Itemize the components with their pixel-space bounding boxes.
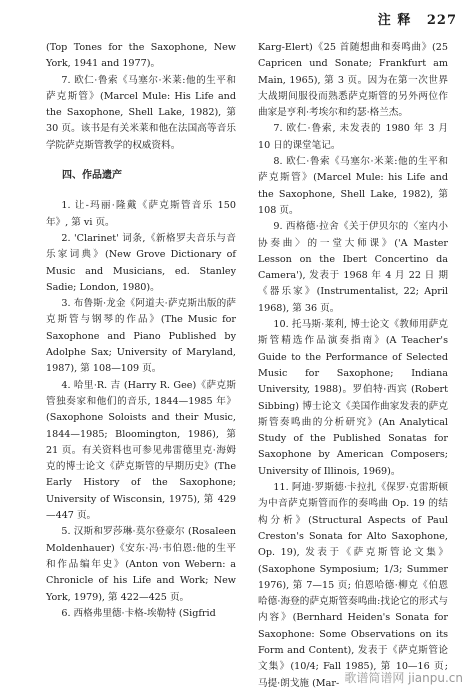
right-column [258,40,448,692]
footnote-paragraph: 1. 让-玛丽·隆戴《萨克斯管音乐 150 年》, 第 vi 页。 [46,200,236,228]
site-watermark: 歌谱简谱网 jianpu.cn [344,671,463,685]
footnote-paragraph: 11. 阿迪·罗斯德·卡拉扎《保罗·克雷斯顿为中音萨克斯管而作的奏鸣曲 Op. 19 的结构分析》(Structural Aspects of Paul Creston's Sonata for Alto Saxophone, Op. 19), 发表于《萨克斯管论文集》(Saxophone Symposium; 1/3; Summer 1976), 第 7—15 页; 伯恩哈德·柳克《伯恩哈德·海登的萨克斯管奏鸣曲:找论它的形式与内容》(Bernhard Heiden's Sonata for Saxophone: Some Observations on its Form and Content), 发表于《萨克斯管论文集》(10/4; Fall 1985), 第 10—16 页; 马提·朗戈施 (Mar- [258,482,448,689]
footnote-paragraph: 4. 哈里·R. 吉 (Harry R. Gee)《萨克斯管独奏家和他们的音乐, 1844—1985 年》(Saxophone Soloists and their Music, 1844—1985; Bloomington, 1986), 第 21 页。有关资料也可参见弗雷德里克·海姆克的博士论文《萨克斯管的早期历史》(The Early History of the Saxophone; University of Wisconsin, 1975), 第 429—447 页。 [46,379,236,522]
footnote-paragraph: Karg-Elert)《25 首随想曲和奏鸣曲》(25 Capricen und Sonate; Frankfurt am Main, 1965), 第 3 页。因为在第一次世界大战期间服役而熟悉萨克斯管的另外两位作曲家是亨利·考埃尔和约瑟·格兰杰。 [258,42,448,119]
left-column [46,40,236,622]
footnote-paragraph: 9. 西格德·拉舍《关于伊贝尔的〈室内小协奏曲〉的一堂大师课》('A Master Lesson on the Ibert Concertino da Camera'), 发表于 1968 年 4 月 22 日 期《器乐家》(Instrumentalist, 22; April 1968), 第 36 页。 [258,221,448,314]
footnote-paragraph: 2. 'Clarinet' 词条,《新格罗夫音乐与音乐家词典》(New Grove Dictionary of Music and Musicians, ed. Stanley Sadie; London, 1980)。 [46,232,236,293]
footnote-paragraph: 6. 西格弗里德·卡格-埃勒特 (Sigfrid [61,607,216,619]
footnote-paragraph: 3. 布鲁斯·龙金《阿道夫·萨克斯出版的萨克斯管与钢琴的作品》(The Music for Saxophone and Piano Published by Adolphe Sax; University of Maryland, 1987), 第 108—109 页。 [46,298,236,375]
page-number: 227 [426,13,457,28]
section-label: 注 释 [377,13,412,28]
footnote-paragraph: 7. 欧仁·鲁索《马塞尔·米莱:他的生平和萨克斯管》(Marcel Mule: His Life and the Saxophone, Shell Lake, 1982), 第 30 页。该书是有关米莱和他在法国高等音乐学院萨克斯管教学的权威资料。 [46,74,236,151]
page-header [378,9,457,28]
footnote-paragraph: 7. 欧仁·鲁索, 未发表的 1980 年 3 月 10 日的课堂笔记。 [258,123,448,151]
section-heading: 四、作品遗产 [62,170,122,182]
footnote-paragraph: 5. 汉斯和罗莎琳·莫尔登豪尔 (Rosaleen Moldenhauer)《安东·冯·韦伯恩:他的生平和作品编年史》(Anton von Webern: a Chronicle of his Life and Work; New York, 1979), 第 422—425 页。 [46,526,236,603]
footnote-paragraph: (Top Tones for the Saxophone, New York, 1941 and 1977)。 [46,42,236,70]
footnote-paragraph: 10. 托马斯·莱利, 博士论文《教师用萨克斯管精选作品演奏指南》(A Teacher's Guide to the Performance of Selected Music for Saxophone; Indiana University, 1988)。罗伯特·西宾 (Robert Sibbing) 博士论文《美国作曲家发表的萨克斯管奏鸣曲的分析研究》(An Analytical Study of the Published Sonatas for Saxophone by American Composers; University of Illinois, 1969)。 [258,319,448,477]
footnote-paragraph: 8. 欧仁·鲁索《马塞尔·米莱:他的生平和萨克斯管》(Marcel Mule: his Life and the Saxophone, Shell Lake, 1982), 第 108 页。 [258,156,448,216]
